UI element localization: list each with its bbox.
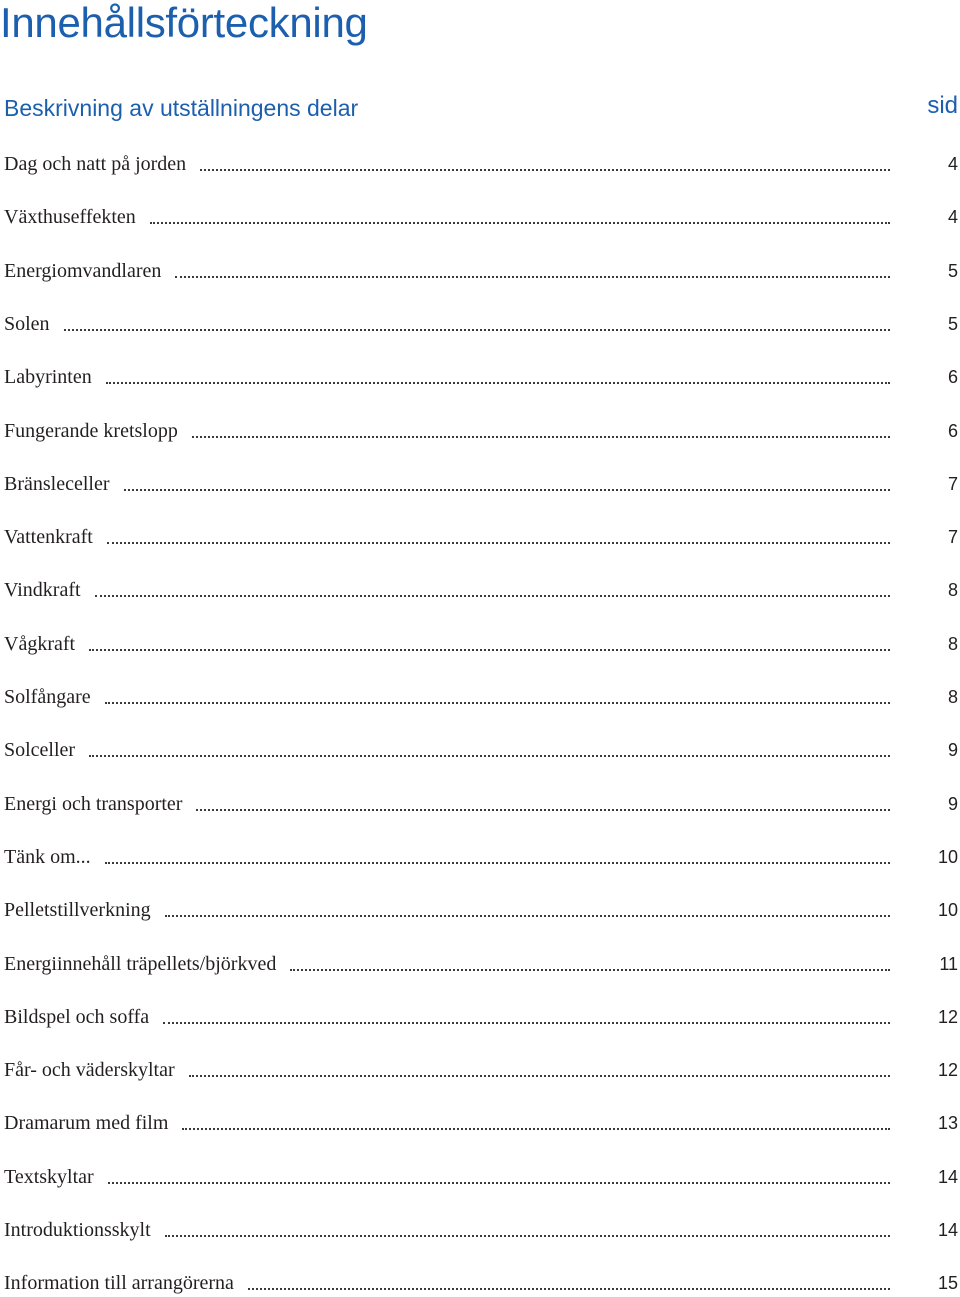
toc-entry [4,897,958,923]
toc-entry [4,471,958,497]
toc-entry [4,204,958,230]
toc-entry-page-number: 5 [947,260,958,281]
toc-entry-page-number: 6 [947,420,958,441]
toc-entry [4,258,958,284]
toc-entry-page-number: 8 [947,580,958,601]
toc-entry-page-number: 8 [947,633,958,654]
toc-entry [4,1057,958,1083]
toc-entry-label: Fungerande kretslopp [4,419,178,442]
toc-entry-page-number: 14 [937,1220,958,1240]
toc-entry-page-number: 11 [939,953,958,974]
toc-entry-label: Får- och väderskyltar [4,1059,175,1082]
dotted-leader [64,329,890,331]
toc-entry-label: Vågkraft [4,632,76,655]
toc-entry-label: Energiomvandlaren [4,259,162,282]
dotted-leader [165,1235,890,1237]
toc-entry [4,844,958,870]
dotted-leader [150,222,890,224]
toc-entry-label: Energiinnehåll träpellets/björkved [4,952,277,975]
dotted-leader [105,862,890,864]
toc-entry-label: Växthuseffekten [4,206,136,229]
dotted-leader [108,1182,890,1184]
dotted-leader [89,755,890,757]
dotted-leader [89,649,890,651]
dotted-leader [182,1128,890,1130]
toc-entry-page-number: 10 [937,846,958,867]
toc-entry-page-number: 6 [947,367,958,388]
toc-entry-label: Energi och transporter [4,792,183,815]
toc-entry-label: Information till arrangörerna [4,1272,234,1295]
toc-entry-label: Introduktionsskylt [4,1219,151,1241]
toc-entry [4,684,958,710]
toc-entry [4,577,958,603]
toc-entry-label: Pelletstillverkning [4,899,151,922]
toc-entry-label: Vindkraft [4,579,81,602]
toc-entry [4,1164,958,1190]
toc-entry [4,631,958,657]
page-title: Innehållsförteckning [0,0,368,46]
toc-entry-page-number: 7 [947,473,958,494]
toc-entry-label: Solfångare [4,686,91,708]
toc-entry [4,418,958,444]
toc-entry-page-number: 14 [937,1166,958,1187]
dotted-leader [124,489,891,491]
toc-entry-page-number: 5 [947,313,958,334]
toc-entry [4,791,958,817]
dotted-leader [200,169,890,171]
page-column-label: sid [927,92,958,119]
toc-entry-page-number: 15 [937,1273,958,1294]
toc-entry-page-number: 7 [947,527,958,548]
dotted-leader [192,436,890,438]
toc-entry-label: Textskyltar [4,1165,94,1188]
toc-entry-page-number: 8 [947,687,958,707]
toc-entry-page-number: 9 [947,793,958,814]
toc-entry [4,151,958,177]
dotted-leader [175,276,890,278]
section-heading: Beskrivning av utställningens delar [4,95,359,121]
toc-entry-page-number: 9 [947,740,958,761]
dotted-leader [95,595,890,597]
toc-entry-page-number: 4 [947,154,958,174]
toc-entry-label: Solen [4,312,50,335]
dotted-leader [106,382,890,384]
toc-entry [4,737,958,763]
toc-entry [4,1004,958,1030]
toc-entry-label: Labyrinten [4,366,92,389]
toc-entry-page-number: 13 [937,1113,958,1134]
toc-entry-label: Bränsleceller [4,472,110,495]
dotted-leader [248,1288,890,1290]
toc-entry [4,311,958,337]
dotted-leader [196,809,890,811]
toc-entry-label: Bildspel och soffa [4,1005,150,1028]
toc-entry-label: Tänk om... [4,845,91,868]
toc-entry-label: Dag och natt på jorden [4,153,187,175]
toc-entry-page-number: 12 [937,1060,958,1081]
toc-entry-label: Dramarum med film [4,1112,169,1135]
toc-entry-label: Vattenkraft [4,526,93,549]
toc-entry [4,1270,958,1296]
toc-entry [4,1217,958,1243]
toc-entry-page-number: 12 [937,1006,958,1027]
toc-entry [4,951,958,977]
dotted-leader [163,1022,890,1024]
toc-entry [4,364,958,390]
toc-entry [4,524,958,550]
dotted-leader [107,542,890,544]
dotted-leader [290,969,890,971]
toc-entry [4,1110,958,1136]
toc-entry-label: Solceller [4,739,76,762]
dotted-leader [165,915,890,917]
dotted-leader [189,1075,890,1077]
toc-entry-page-number: 4 [947,207,958,228]
toc-entry-page-number: 10 [937,900,958,921]
dotted-leader [105,702,890,704]
